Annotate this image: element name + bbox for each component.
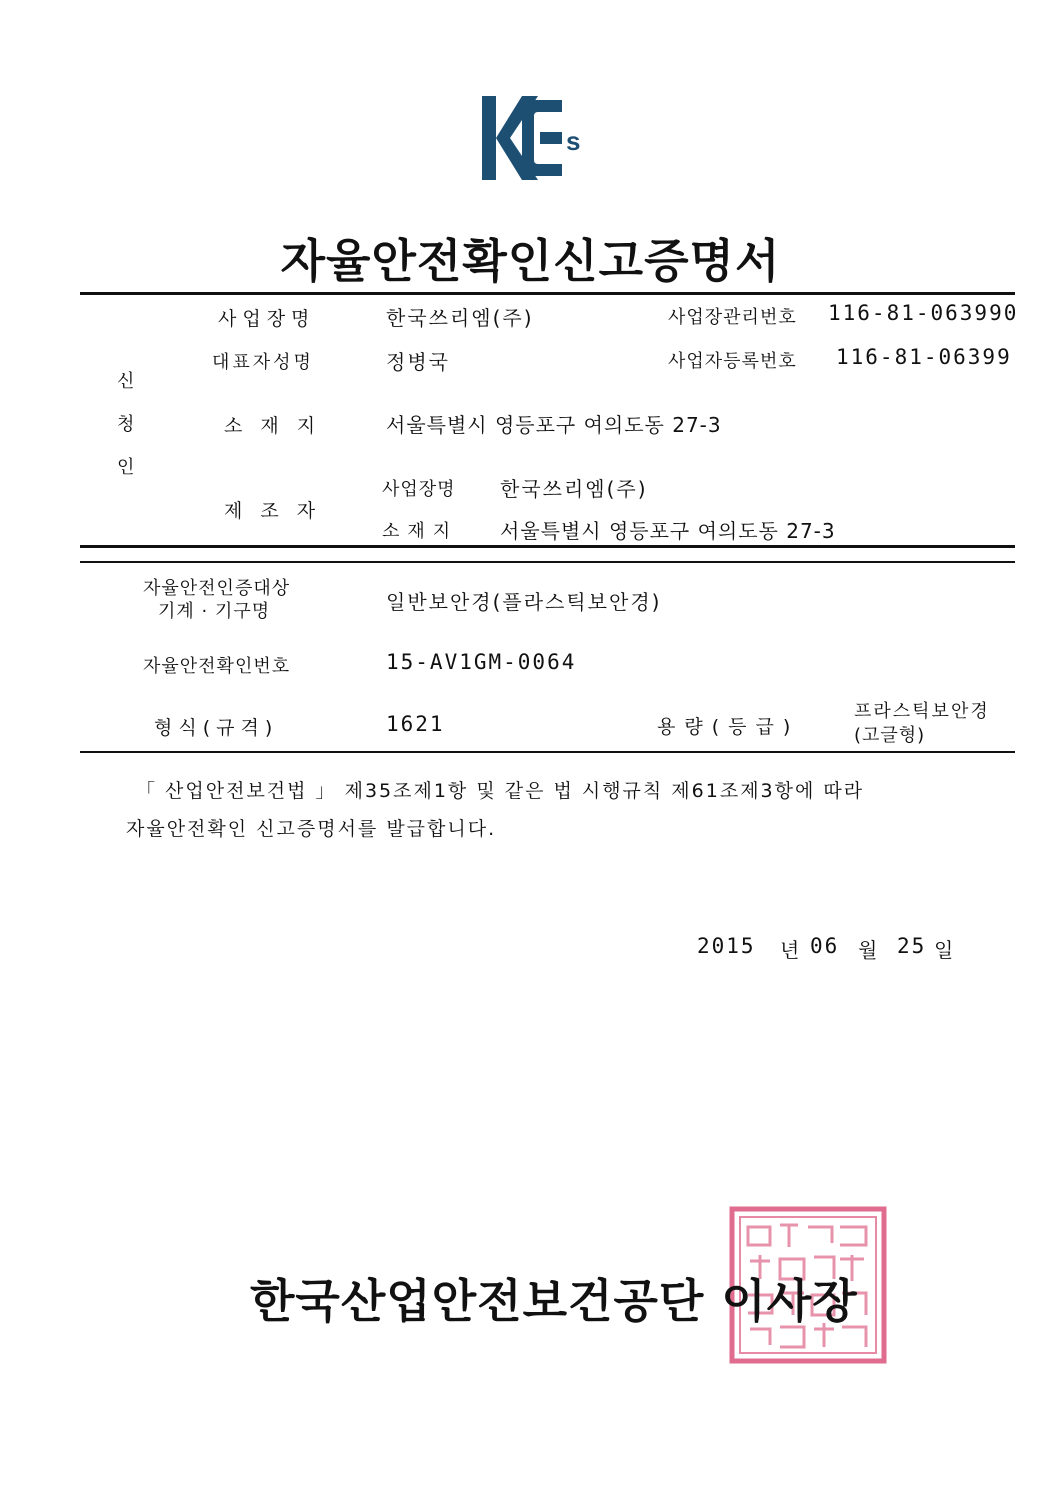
- date-year-unit: 년: [780, 938, 802, 962]
- date-month-unit: 월: [858, 938, 880, 962]
- confirm-no-label: 자율안전확인번호: [143, 656, 291, 677]
- section-rule-lower: [80, 561, 1015, 563]
- date-day-unit: 일: [934, 938, 956, 962]
- model-label: 형식(규격): [154, 717, 279, 739]
- business-name-label: 사업장명: [218, 308, 316, 330]
- business-reg-no-label: 사업자등록번호: [668, 351, 797, 372]
- address-label: 소재지: [224, 415, 334, 437]
- statement-line2: 자율안전확인 신고증명서를 발급합니다.: [126, 818, 497, 840]
- business-name-value: 한국쓰리엠(주): [386, 306, 534, 330]
- model-value: 1621: [386, 712, 445, 736]
- address-value: 서울특별시 영등포구 여의도동 27-3: [386, 413, 722, 437]
- date-year: 2015: [697, 934, 756, 958]
- bottom-rule: [80, 751, 1015, 753]
- capacity-label: 용량(등급): [657, 716, 800, 738]
- target-label-line2: 기계 · 기구명: [158, 601, 271, 622]
- document-title: 자율안전확인신고증명서: [280, 234, 781, 288]
- capacity-value-line2: (고글형): [854, 725, 926, 746]
- manufacturer-address-label: 소재지: [382, 521, 459, 542]
- date-month: 06: [810, 934, 840, 958]
- applicant-side-label-1: 신: [117, 371, 135, 392]
- kcs-logo: [478, 92, 598, 184]
- section-rule-upper: [80, 545, 1015, 548]
- issuer-name: 한국산업안전보건공단 이사장: [250, 1274, 858, 1328]
- confirm-no-value: 15-AV1GM-0064: [386, 650, 577, 674]
- manufacturer-name-value: 한국쓰리엠(주): [500, 477, 648, 501]
- manufacturer-label: 제조자: [224, 500, 334, 522]
- capacity-value-line1: 프라스틱보안경: [854, 701, 990, 722]
- representative-value: 정병국: [386, 350, 450, 374]
- business-reg-no-value: 116-81-06399: [836, 345, 1012, 369]
- target-value: 일반보안경(플라스틱보안경): [386, 590, 662, 614]
- manufacturer-address-value: 서울특별시 영등포구 여의도동 27-3: [500, 519, 836, 543]
- business-mgmt-no-label: 사업장관리번호: [668, 307, 797, 328]
- representative-label: 대표자성명: [212, 352, 314, 373]
- date-day: 25: [897, 934, 927, 958]
- applicant-side-label-2: 청: [117, 414, 135, 435]
- top-rule: [80, 292, 1015, 295]
- business-mgmt-no-value: 116-81-063990: [828, 301, 1019, 325]
- svg-text:s: s: [566, 126, 581, 156]
- target-label-line1: 자율안전인증대상: [143, 578, 291, 599]
- manufacturer-name-label: 사업장명: [382, 479, 456, 500]
- applicant-side-label-3: 인: [117, 457, 135, 478]
- statement-line1: 「 산업안전보건법 」 제35조제1항 및 같은 법 시행규칙 제61조제3항에 따라: [136, 780, 865, 802]
